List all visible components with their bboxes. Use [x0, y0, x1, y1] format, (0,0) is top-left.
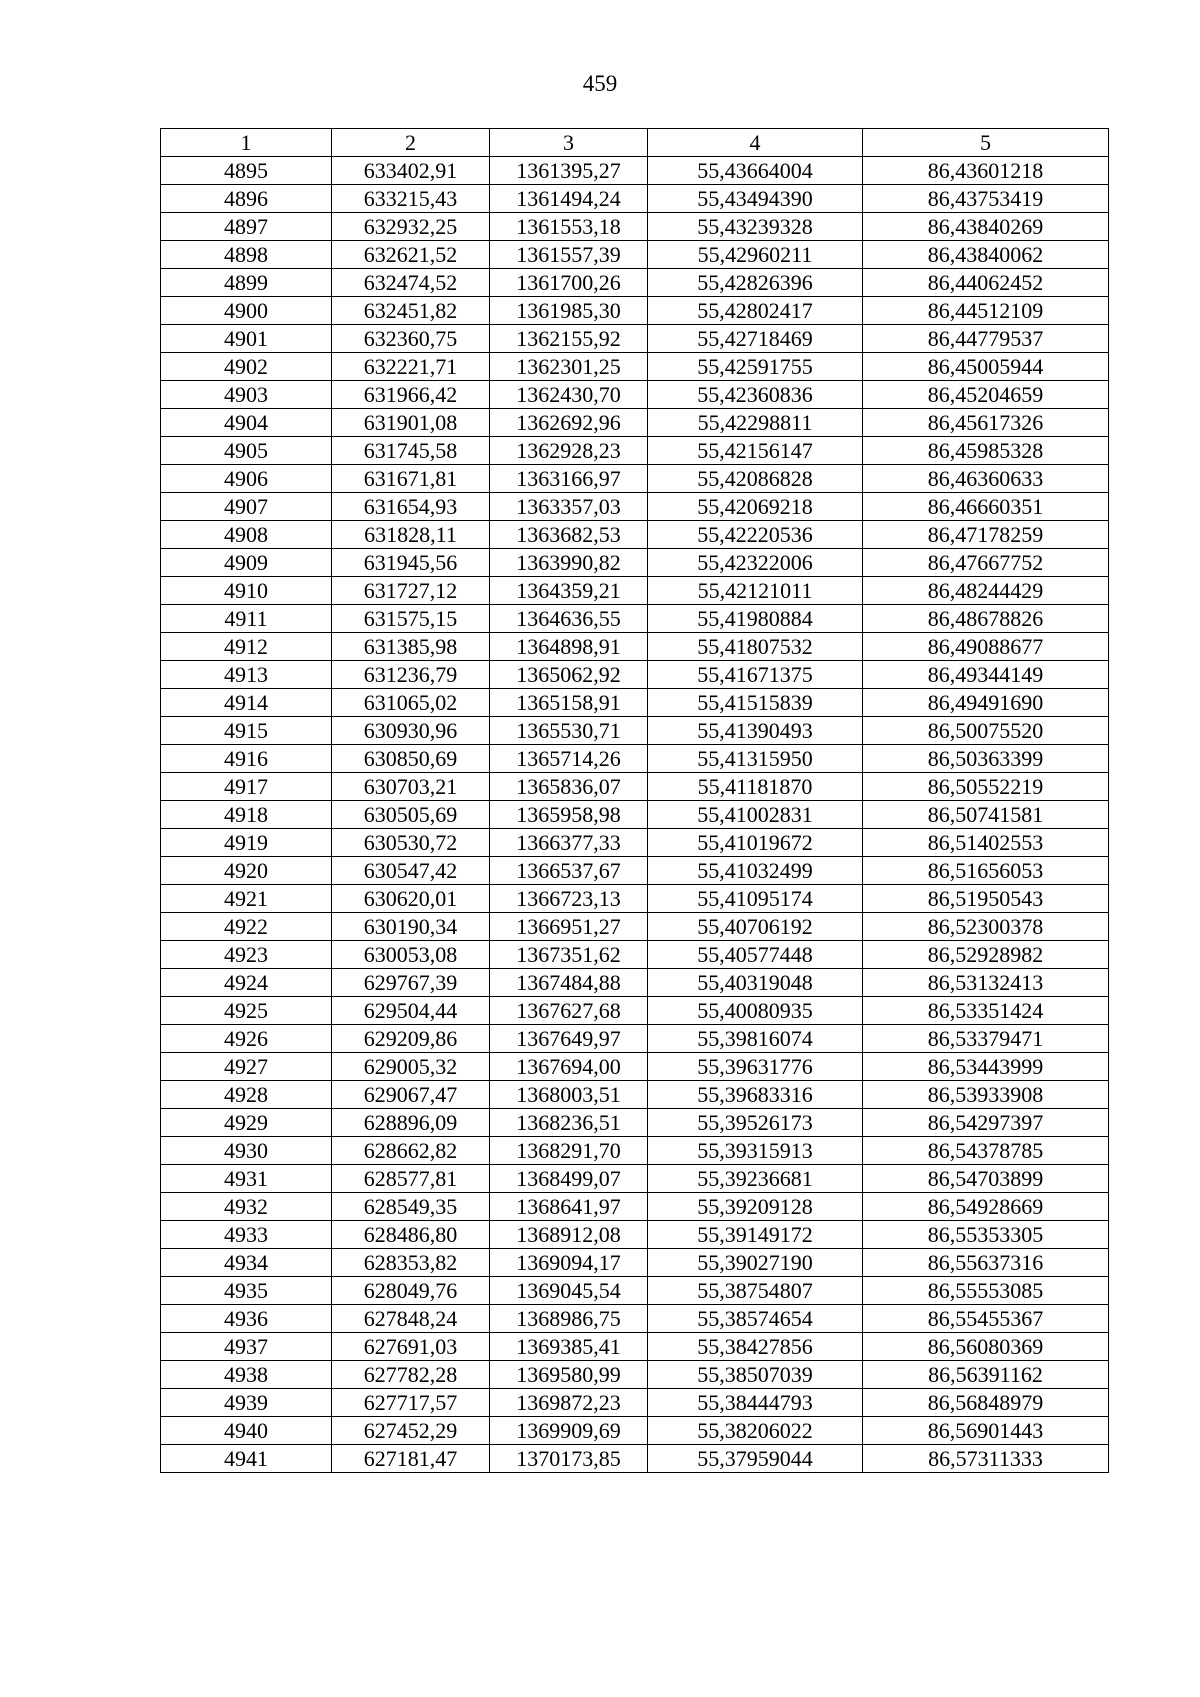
table-row — [161, 1333, 1109, 1361]
cell-latitude: 55,40080935 — [648, 997, 863, 1025]
table-row — [161, 297, 1109, 325]
cell-latitude: 55,41181870 — [648, 773, 863, 801]
cell-y: 1365836,07 — [490, 773, 648, 801]
table-row — [161, 857, 1109, 885]
cell-x: 629005,32 — [332, 1053, 490, 1081]
cell-point-number: 4938 — [161, 1361, 332, 1389]
cell-latitude: 55,42298811 — [648, 409, 863, 437]
cell-x: 630530,72 — [332, 829, 490, 857]
cell-y: 1369045,54 — [490, 1277, 648, 1305]
cell-latitude: 55,40706192 — [648, 913, 863, 941]
cell-y: 1363166,97 — [490, 465, 648, 493]
cell-longitude: 86,55353305 — [863, 1221, 1109, 1249]
cell-point-number: 4924 — [161, 969, 332, 997]
cell-latitude: 55,39631776 — [648, 1053, 863, 1081]
table-row — [161, 1445, 1109, 1473]
cell-x: 630703,21 — [332, 773, 490, 801]
cell-latitude: 55,39683316 — [648, 1081, 863, 1109]
cell-latitude: 55,42718469 — [648, 325, 863, 353]
cell-y: 1369909,69 — [490, 1417, 648, 1445]
cell-y: 1363357,03 — [490, 493, 648, 521]
cell-longitude: 86,50552219 — [863, 773, 1109, 801]
cell-x: 630930,96 — [332, 717, 490, 745]
cell-y: 1365530,71 — [490, 717, 648, 745]
table-row — [161, 493, 1109, 521]
cell-longitude: 86,49344149 — [863, 661, 1109, 689]
cell-y: 1370173,85 — [490, 1445, 648, 1473]
cell-longitude: 86,51402553 — [863, 829, 1109, 857]
cell-x: 633402,91 — [332, 157, 490, 185]
cell-x: 632451,82 — [332, 297, 490, 325]
cell-longitude: 86,44779537 — [863, 325, 1109, 353]
cell-longitude: 86,53443999 — [863, 1053, 1109, 1081]
cell-point-number: 4936 — [161, 1305, 332, 1333]
cell-latitude: 55,39149172 — [648, 1221, 863, 1249]
cell-point-number: 4916 — [161, 745, 332, 773]
cell-longitude: 86,54928669 — [863, 1193, 1109, 1221]
cell-x: 630547,42 — [332, 857, 490, 885]
cell-y: 1362430,70 — [490, 381, 648, 409]
table-row — [161, 1109, 1109, 1137]
cell-x: 628896,09 — [332, 1109, 490, 1137]
cell-x: 627181,47 — [332, 1445, 490, 1473]
cell-longitude: 86,48244429 — [863, 577, 1109, 605]
cell-longitude: 86,52928982 — [863, 941, 1109, 969]
cell-point-number: 4930 — [161, 1137, 332, 1165]
cell-longitude: 86,53933908 — [863, 1081, 1109, 1109]
cell-latitude: 55,43664004 — [648, 157, 863, 185]
header-row — [161, 129, 1109, 157]
cell-x: 632621,52 — [332, 241, 490, 269]
cell-point-number: 4912 — [161, 633, 332, 661]
cell-x: 630505,69 — [332, 801, 490, 829]
cell-x: 630190,34 — [332, 913, 490, 941]
table-row — [161, 269, 1109, 297]
cell-point-number: 4933 — [161, 1221, 332, 1249]
cell-longitude: 86,56391162 — [863, 1361, 1109, 1389]
cell-longitude: 86,55455367 — [863, 1305, 1109, 1333]
table-row — [161, 605, 1109, 633]
cell-x: 631828,11 — [332, 521, 490, 549]
cell-longitude: 86,43753419 — [863, 185, 1109, 213]
cell-point-number: 4899 — [161, 269, 332, 297]
table-row — [161, 913, 1109, 941]
cell-y: 1365958,98 — [490, 801, 648, 829]
cell-latitude: 55,42086828 — [648, 465, 863, 493]
cell-point-number: 4918 — [161, 801, 332, 829]
cell-longitude: 86,51656053 — [863, 857, 1109, 885]
cell-latitude: 55,42156147 — [648, 437, 863, 465]
header-cell-y: 3 — [490, 129, 648, 157]
table-row — [161, 885, 1109, 913]
cell-x: 630850,69 — [332, 745, 490, 773]
cell-point-number: 4910 — [161, 577, 332, 605]
cell-point-number: 4901 — [161, 325, 332, 353]
cell-y: 1362155,92 — [490, 325, 648, 353]
cell-point-number: 4898 — [161, 241, 332, 269]
cell-point-number: 4939 — [161, 1389, 332, 1417]
cell-x: 631385,98 — [332, 633, 490, 661]
cell-x: 629767,39 — [332, 969, 490, 997]
cell-longitude: 86,54297397 — [863, 1109, 1109, 1137]
cell-latitude: 55,38427856 — [648, 1333, 863, 1361]
cell-latitude: 55,38507039 — [648, 1361, 863, 1389]
cell-x: 630620,01 — [332, 885, 490, 913]
cell-point-number: 4940 — [161, 1417, 332, 1445]
table-row — [161, 1249, 1109, 1277]
cell-point-number: 4903 — [161, 381, 332, 409]
cell-longitude: 86,50075520 — [863, 717, 1109, 745]
cell-x: 629209,86 — [332, 1025, 490, 1053]
cell-y: 1368236,51 — [490, 1109, 648, 1137]
cell-latitude: 55,43494390 — [648, 185, 863, 213]
cell-latitude: 55,42826396 — [648, 269, 863, 297]
cell-point-number: 4897 — [161, 213, 332, 241]
table-row — [161, 1137, 1109, 1165]
cell-x: 631966,42 — [332, 381, 490, 409]
cell-y: 1364359,21 — [490, 577, 648, 605]
cell-longitude: 86,44062452 — [863, 269, 1109, 297]
cell-y: 1366951,27 — [490, 913, 648, 941]
cell-latitude: 55,43239328 — [648, 213, 863, 241]
table-row — [161, 325, 1109, 353]
header-cell-x: 2 — [332, 129, 490, 157]
cell-latitude: 55,42960211 — [648, 241, 863, 269]
cell-latitude: 55,41095174 — [648, 885, 863, 913]
cell-longitude: 86,56901443 — [863, 1417, 1109, 1445]
cell-y: 1364898,91 — [490, 633, 648, 661]
cell-y: 1362692,96 — [490, 409, 648, 437]
cell-point-number: 4906 — [161, 465, 332, 493]
cell-x: 631901,08 — [332, 409, 490, 437]
cell-longitude: 86,45985328 — [863, 437, 1109, 465]
cell-x: 632221,71 — [332, 353, 490, 381]
cell-longitude: 86,52300378 — [863, 913, 1109, 941]
cell-point-number: 4932 — [161, 1193, 332, 1221]
cell-latitude: 55,39526173 — [648, 1109, 863, 1137]
cell-longitude: 86,50741581 — [863, 801, 1109, 829]
table-row — [161, 213, 1109, 241]
cell-point-number: 4900 — [161, 297, 332, 325]
table-row — [161, 633, 1109, 661]
cell-latitude: 55,41390493 — [648, 717, 863, 745]
header-cell-point-number: 1 — [161, 129, 332, 157]
table-row — [161, 1361, 1109, 1389]
cell-longitude: 86,47178259 — [863, 521, 1109, 549]
cell-longitude: 86,43840062 — [863, 241, 1109, 269]
table-row — [161, 1277, 1109, 1305]
cell-latitude: 55,38206022 — [648, 1417, 863, 1445]
cell-y: 1367627,68 — [490, 997, 648, 1025]
cell-latitude: 55,39209128 — [648, 1193, 863, 1221]
cell-y: 1362301,25 — [490, 353, 648, 381]
cell-latitude: 55,42121011 — [648, 577, 863, 605]
cell-longitude: 86,45005944 — [863, 353, 1109, 381]
cell-point-number: 4921 — [161, 885, 332, 913]
cell-longitude: 86,57311333 — [863, 1445, 1109, 1473]
cell-y: 1368986,75 — [490, 1305, 648, 1333]
table-row — [161, 185, 1109, 213]
cell-x: 628577,81 — [332, 1165, 490, 1193]
table-row — [161, 157, 1109, 185]
table-row — [161, 549, 1109, 577]
cell-longitude: 86,49088677 — [863, 633, 1109, 661]
table-row — [161, 1053, 1109, 1081]
cell-point-number: 4914 — [161, 689, 332, 717]
table-row — [161, 409, 1109, 437]
table-row — [161, 353, 1109, 381]
table-row — [161, 969, 1109, 997]
cell-latitude: 55,42360836 — [648, 381, 863, 409]
cell-y: 1367649,97 — [490, 1025, 648, 1053]
table-row — [161, 1081, 1109, 1109]
cell-x: 631727,12 — [332, 577, 490, 605]
cell-x: 627452,29 — [332, 1417, 490, 1445]
cell-point-number: 4935 — [161, 1277, 332, 1305]
cell-x: 627782,28 — [332, 1361, 490, 1389]
cell-point-number: 4908 — [161, 521, 332, 549]
cell-longitude: 86,48678826 — [863, 605, 1109, 633]
cell-latitude: 55,38754807 — [648, 1277, 863, 1305]
cell-longitude: 86,56848979 — [863, 1389, 1109, 1417]
cell-x: 631671,81 — [332, 465, 490, 493]
cell-point-number: 4911 — [161, 605, 332, 633]
cell-point-number: 4917 — [161, 773, 332, 801]
cell-y: 1367484,88 — [490, 969, 648, 997]
cell-y: 1362928,23 — [490, 437, 648, 465]
cell-latitude: 55,40319048 — [648, 969, 863, 997]
cell-x: 628486,80 — [332, 1221, 490, 1249]
cell-point-number: 4925 — [161, 997, 332, 1025]
cell-x: 628049,76 — [332, 1277, 490, 1305]
cell-latitude: 55,41671375 — [648, 661, 863, 689]
cell-latitude: 55,37959044 — [648, 1445, 863, 1473]
cell-point-number: 4931 — [161, 1165, 332, 1193]
cell-longitude: 86,44512109 — [863, 297, 1109, 325]
cell-point-number: 4929 — [161, 1109, 332, 1137]
cell-longitude: 86,43601218 — [863, 157, 1109, 185]
cell-latitude: 55,41980884 — [648, 605, 863, 633]
table-row — [161, 465, 1109, 493]
cell-y: 1368912,08 — [490, 1221, 648, 1249]
cell-latitude: 55,39027190 — [648, 1249, 863, 1277]
cell-y: 1366723,13 — [490, 885, 648, 913]
cell-y: 1361395,27 — [490, 157, 648, 185]
cell-point-number: 4905 — [161, 437, 332, 465]
cell-point-number: 4937 — [161, 1333, 332, 1361]
cell-y: 1368291,70 — [490, 1137, 648, 1165]
cell-y: 1365158,91 — [490, 689, 648, 717]
cell-y: 1369872,23 — [490, 1389, 648, 1417]
cell-point-number: 4919 — [161, 829, 332, 857]
cell-point-number: 4907 — [161, 493, 332, 521]
cell-latitude: 55,42220536 — [648, 521, 863, 549]
cell-y: 1365062,92 — [490, 661, 648, 689]
cell-latitude: 55,42802417 — [648, 297, 863, 325]
cell-x: 631065,02 — [332, 689, 490, 717]
cell-latitude: 55,40577448 — [648, 941, 863, 969]
cell-point-number: 4923 — [161, 941, 332, 969]
cell-latitude: 55,41515839 — [648, 689, 863, 717]
cell-y: 1363682,53 — [490, 521, 648, 549]
table-row — [161, 941, 1109, 969]
table-row — [161, 1193, 1109, 1221]
cell-longitude: 86,45204659 — [863, 381, 1109, 409]
cell-latitude: 55,39315913 — [648, 1137, 863, 1165]
cell-x: 633215,43 — [332, 185, 490, 213]
table-row — [161, 1305, 1109, 1333]
cell-longitude: 86,55637316 — [863, 1249, 1109, 1277]
table-row — [161, 661, 1109, 689]
cell-longitude: 86,54378785 — [863, 1137, 1109, 1165]
page-number: 459 — [582, 71, 618, 96]
cell-point-number: 4927 — [161, 1053, 332, 1081]
cell-y: 1367694,00 — [490, 1053, 648, 1081]
cell-longitude: 86,43840269 — [863, 213, 1109, 241]
cell-point-number: 4904 — [161, 409, 332, 437]
table-header — [161, 129, 1109, 157]
cell-x: 628662,82 — [332, 1137, 490, 1165]
coordinates-table — [160, 128, 1109, 1473]
table-row — [161, 997, 1109, 1025]
cell-longitude: 86,55553085 — [863, 1277, 1109, 1305]
table-row — [161, 829, 1109, 857]
cell-latitude: 55,38574654 — [648, 1305, 863, 1333]
cell-latitude: 55,41019672 — [648, 829, 863, 857]
cell-latitude: 55,41807532 — [648, 633, 863, 661]
cell-longitude: 86,46360633 — [863, 465, 1109, 493]
table-row — [161, 241, 1109, 269]
table-row — [161, 1389, 1109, 1417]
cell-point-number: 4913 — [161, 661, 332, 689]
cell-x: 627691,03 — [332, 1333, 490, 1361]
cell-x: 629067,47 — [332, 1081, 490, 1109]
cell-latitude: 55,42322006 — [648, 549, 863, 577]
table-row — [161, 689, 1109, 717]
cell-x: 632360,75 — [332, 325, 490, 353]
cell-y: 1369385,41 — [490, 1333, 648, 1361]
header-cell-longitude: 5 — [863, 129, 1109, 157]
cell-x: 632932,25 — [332, 213, 490, 241]
cell-point-number: 4941 — [161, 1445, 332, 1473]
cell-x: 630053,08 — [332, 941, 490, 969]
cell-latitude: 55,39816074 — [648, 1025, 863, 1053]
cell-latitude: 55,42069218 — [648, 493, 863, 521]
cell-longitude: 86,51950543 — [863, 885, 1109, 913]
cell-point-number: 4928 — [161, 1081, 332, 1109]
cell-x: 628549,35 — [332, 1193, 490, 1221]
cell-longitude: 86,45617326 — [863, 409, 1109, 437]
cell-latitude: 55,41315950 — [648, 745, 863, 773]
table-row — [161, 1221, 1109, 1249]
cell-latitude: 55,42591755 — [648, 353, 863, 381]
cell-y: 1361494,24 — [490, 185, 648, 213]
cell-longitude: 86,47667752 — [863, 549, 1109, 577]
cell-x: 631575,15 — [332, 605, 490, 633]
cell-x: 631654,93 — [332, 493, 490, 521]
cell-point-number: 4895 — [161, 157, 332, 185]
table-row — [161, 717, 1109, 745]
cell-point-number: 4896 — [161, 185, 332, 213]
cell-x: 631745,58 — [332, 437, 490, 465]
cell-y: 1366377,33 — [490, 829, 648, 857]
cell-point-number: 4902 — [161, 353, 332, 381]
cell-x: 632474,52 — [332, 269, 490, 297]
cell-point-number: 4922 — [161, 913, 332, 941]
cell-y: 1367351,62 — [490, 941, 648, 969]
cell-y: 1366537,67 — [490, 857, 648, 885]
table-row — [161, 745, 1109, 773]
cell-longitude: 86,49491690 — [863, 689, 1109, 717]
cell-y: 1368641,97 — [490, 1193, 648, 1221]
cell-longitude: 86,56080369 — [863, 1333, 1109, 1361]
cell-point-number: 4934 — [161, 1249, 332, 1277]
cell-latitude: 55,38444793 — [648, 1389, 863, 1417]
table-row — [161, 1025, 1109, 1053]
table-row — [161, 773, 1109, 801]
cell-longitude: 86,53132413 — [863, 969, 1109, 997]
cell-x: 627848,24 — [332, 1305, 490, 1333]
cell-x: 631945,56 — [332, 549, 490, 577]
cell-y: 1361700,26 — [490, 269, 648, 297]
cell-latitude: 55,39236681 — [648, 1165, 863, 1193]
cell-point-number: 4915 — [161, 717, 332, 745]
table-row — [161, 381, 1109, 409]
cell-y: 1361985,30 — [490, 297, 648, 325]
cell-x: 628353,82 — [332, 1249, 490, 1277]
table-row — [161, 521, 1109, 549]
cell-longitude: 86,46660351 — [863, 493, 1109, 521]
cell-longitude: 86,53379471 — [863, 1025, 1109, 1053]
cell-y: 1363990,82 — [490, 549, 648, 577]
cell-latitude: 55,41002831 — [648, 801, 863, 829]
cell-y: 1369580,99 — [490, 1361, 648, 1389]
table-body — [161, 157, 1109, 1473]
cell-point-number: 4909 — [161, 549, 332, 577]
cell-point-number: 4926 — [161, 1025, 332, 1053]
cell-longitude: 86,54703899 — [863, 1165, 1109, 1193]
table-row — [161, 1417, 1109, 1445]
header-cell-latitude: 4 — [648, 129, 863, 157]
cell-y: 1368499,07 — [490, 1165, 648, 1193]
cell-y: 1361553,18 — [490, 213, 648, 241]
cell-y: 1364636,55 — [490, 605, 648, 633]
cell-longitude: 86,50363399 — [863, 745, 1109, 773]
cell-y: 1369094,17 — [490, 1249, 648, 1277]
cell-longitude: 86,53351424 — [863, 997, 1109, 1025]
cell-x: 631236,79 — [332, 661, 490, 689]
cell-x: 629504,44 — [332, 997, 490, 1025]
cell-latitude: 55,41032499 — [648, 857, 863, 885]
cell-y: 1368003,51 — [490, 1081, 648, 1109]
table-row — [161, 801, 1109, 829]
cell-point-number: 4920 — [161, 857, 332, 885]
table-row — [161, 1165, 1109, 1193]
cell-x: 627717,57 — [332, 1389, 490, 1417]
table-row — [161, 577, 1109, 605]
cell-y: 1361557,39 — [490, 241, 648, 269]
table-row — [161, 437, 1109, 465]
cell-y: 1365714,26 — [490, 745, 648, 773]
